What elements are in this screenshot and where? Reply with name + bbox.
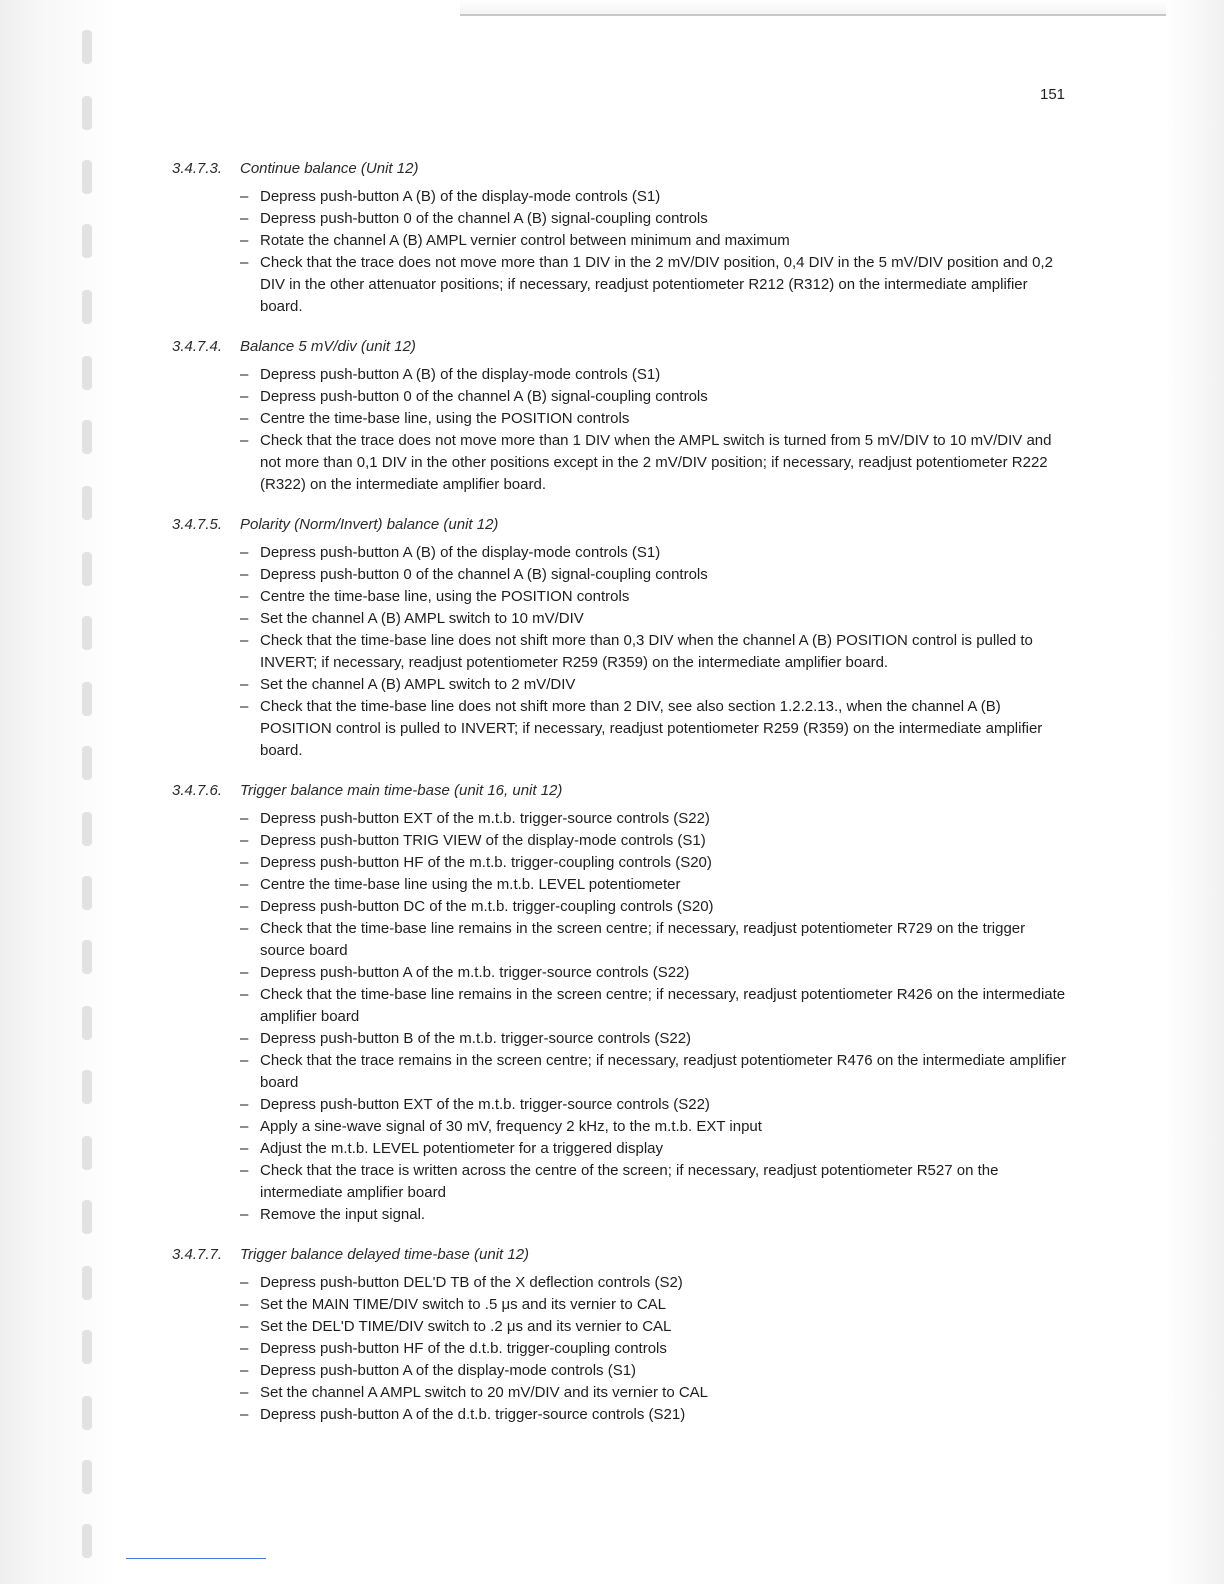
step-text: Set the MAIN TIME/DIV switch to .5 μs and its vernier to CAL [260, 1296, 667, 1313]
scan-left-edge [0, 0, 120, 1584]
step-item [240, 984, 1072, 1028]
step-text: Depress push-button A of the d.t.b. trigger-source controls (S21) [260, 1406, 686, 1423]
step-text: Depress push-button A of the m.t.b. trigger-source controls (S22) [260, 964, 690, 981]
section-heading [172, 780, 1072, 802]
step-item [240, 874, 1072, 896]
section-heading [172, 514, 1072, 536]
dash-bullet-icon: – [240, 232, 249, 249]
section-title: Balance 5 mV/div (unit 12) [240, 338, 416, 355]
dash-bullet-icon: – [240, 810, 249, 827]
step-item [240, 918, 1072, 962]
section-number: 3.4.7.4. [172, 338, 223, 355]
step-text: Check that the trace remains in the screen centre; if necessary, readjust potentiometer R476 on the intermediate amplifier board [260, 1052, 1066, 1091]
section-heading [172, 336, 1072, 358]
binder-hole [82, 1524, 92, 1558]
step-text: Check that the trace is written across the centre of the screen; if necessary, readjust potentiometer R527 on the intermediate amplifier board [260, 1162, 999, 1201]
binder-hole [82, 290, 92, 324]
dash-bullet-icon: – [240, 1052, 249, 1069]
step-text: Depress push-button A (B) of the display-mode controls (S1) [260, 188, 661, 205]
dash-bullet-icon: – [240, 610, 249, 627]
dash-bullet-icon: – [240, 1296, 249, 1313]
step-item [240, 1316, 1072, 1338]
step-item [240, 364, 1072, 386]
step-text: Set the channel A AMPL switch to 20 mV/DIV and its vernier to CAL [260, 1384, 709, 1401]
step-list [172, 186, 1072, 318]
binder-hole [82, 1396, 92, 1430]
section-heading [172, 158, 1072, 180]
binder-hole [82, 1006, 92, 1040]
binder-hole [82, 224, 92, 258]
step-text: Adjust the m.t.b. LEVEL potentiometer for a triggered display [260, 1140, 663, 1157]
step-item [240, 674, 1072, 696]
dash-bullet-icon: – [240, 1030, 249, 1047]
binder-hole [82, 940, 92, 974]
step-item [240, 1028, 1072, 1050]
step-list [172, 808, 1072, 1226]
dash-bullet-icon: – [240, 986, 249, 1003]
step-item [240, 542, 1072, 564]
step-text: Centre the time-base line, using the POSITION controls [260, 588, 630, 605]
dash-bullet-icon: – [240, 1096, 249, 1113]
step-text: Check that the time-base line remains in the screen centre; if necessary, readjust potentiometer R426 on the intermediate amplifier board [260, 986, 1066, 1025]
step-text: Depress push-button TRIG VIEW of the display-mode controls (S1) [260, 832, 706, 849]
step-text: Depress push-button A of the display-mode controls (S1) [260, 1362, 637, 1379]
page-number: 151 [1040, 86, 1066, 103]
step-text: Check that the trace does not move more than 1 DIV when the AMPL switch is turned from 5 mV/DIV to 10 mV/DIV and not more than 0,1 DIV in the other positions except in the 2 mV/DIV position; if necessary, readjust potentiometer R222 (R322) on the intermediate amplifier board. [260, 432, 1052, 493]
binder-hole [82, 486, 92, 520]
step-item [240, 630, 1072, 674]
dash-bullet-icon: – [240, 698, 249, 715]
step-item [240, 1360, 1072, 1382]
step-text: Set the channel A (B) AMPL switch to 10 mV/DIV [260, 610, 584, 627]
dash-bullet-icon: – [240, 544, 249, 561]
step-item [240, 696, 1072, 762]
dash-bullet-icon: – [240, 254, 249, 271]
binder-hole [82, 616, 92, 650]
section-number: 3.4.7.7. [172, 1246, 223, 1263]
section-number: 3.4.7.5. [172, 516, 223, 533]
procedure-section [172, 514, 1072, 762]
binder-hole [82, 1070, 92, 1104]
dash-bullet-icon: – [240, 876, 249, 893]
procedure-section [172, 1244, 1072, 1426]
step-item [240, 1382, 1072, 1404]
dash-bullet-icon: – [240, 898, 249, 915]
dash-bullet-icon: – [240, 410, 249, 427]
footer-rule [126, 1558, 266, 1559]
section-heading [172, 1244, 1072, 1266]
step-item [240, 1272, 1072, 1294]
step-text: Depress push-button 0 of the channel A (B) signal-coupling controls [260, 388, 708, 405]
binder-hole [82, 420, 92, 454]
step-item [240, 1160, 1072, 1204]
step-item [240, 564, 1072, 586]
dash-bullet-icon: – [240, 964, 249, 981]
dash-bullet-icon: – [240, 432, 249, 449]
dash-bullet-icon: – [240, 854, 249, 871]
section-title: Trigger balance delayed time-base (unit 12) [240, 1246, 530, 1263]
step-text: Depress push-button A (B) of the display-mode controls (S1) [260, 366, 661, 383]
step-text: Depress push-button 0 of the channel A (B) signal-coupling controls [260, 210, 708, 227]
step-item [240, 386, 1072, 408]
binder-hole [82, 1460, 92, 1494]
step-item [240, 1094, 1072, 1116]
binder-hole [82, 812, 92, 846]
dash-bullet-icon: – [240, 566, 249, 583]
procedure-section [172, 336, 1072, 496]
binder-hole [82, 1330, 92, 1364]
step-item [240, 252, 1072, 318]
step-text: Depress push-button EXT of the m.t.b. trigger-source controls (S22) [260, 1096, 710, 1113]
dash-bullet-icon: – [240, 920, 249, 937]
dash-bullet-icon: – [240, 588, 249, 605]
dash-bullet-icon: – [240, 832, 249, 849]
scan-right-shade [1166, 0, 1224, 1584]
dash-bullet-icon: – [240, 1340, 249, 1357]
step-list [172, 1272, 1072, 1426]
step-text: Rotate the channel A (B) AMPL vernier control between minimum and maximum [260, 232, 790, 249]
step-text: Depress push-button DEL'D TB of the X deflection controls (S2) [260, 1274, 683, 1291]
dash-bullet-icon: – [240, 1274, 249, 1291]
step-text: Apply a sine-wave signal of 30 mV, frequency 2 kHz, to the m.t.b. EXT input [260, 1118, 762, 1135]
step-item [240, 896, 1072, 918]
dash-bullet-icon: – [240, 676, 249, 693]
step-text: Check that the time-base line remains in the screen centre; if necessary, readjust potentiometer R729 on the trigger source board [260, 920, 1026, 959]
step-item [240, 962, 1072, 984]
binder-hole [82, 96, 92, 130]
step-item [240, 208, 1072, 230]
step-item [240, 430, 1072, 496]
dash-bullet-icon: – [240, 188, 249, 205]
step-item [240, 1116, 1072, 1138]
dash-bullet-icon: – [240, 1162, 249, 1179]
step-item [240, 408, 1072, 430]
step-item [240, 1404, 1072, 1426]
step-text: Remove the input signal. [260, 1206, 426, 1223]
procedure-content [172, 158, 1072, 1444]
dash-bullet-icon: – [240, 366, 249, 383]
binder-hole [82, 876, 92, 910]
binder-hole [82, 682, 92, 716]
step-text: Depress push-button 0 of the channel A (B) signal-coupling controls [260, 566, 708, 583]
dash-bullet-icon: – [240, 632, 249, 649]
step-item [240, 808, 1072, 830]
step-text: Depress push-button DC of the m.t.b. trigger-coupling controls (S20) [260, 898, 714, 915]
step-text: Centre the time-base line, using the POSITION controls [260, 410, 630, 427]
step-item [240, 1138, 1072, 1160]
section-title: Trigger balance main time-base (unit 16, unit 12) [240, 782, 563, 799]
step-item [240, 1338, 1072, 1360]
step-item [240, 186, 1072, 208]
step-item [240, 608, 1072, 630]
binder-hole [82, 746, 92, 780]
step-text: Set the channel A (B) AMPL switch to 2 mV/DIV [260, 676, 576, 693]
binder-hole [82, 1200, 92, 1234]
procedure-section [172, 780, 1072, 1226]
dash-bullet-icon: – [240, 210, 249, 227]
binder-hole [82, 1136, 92, 1170]
step-text: Check that the time-base line does not shift more than 2 DIV, see also section 1.2.2.13., when the channel A (B) POSITION control is pulled to INVERT; if necessary, readjust potentiometer R259 (R359) on the intermediate amplifier board. [260, 698, 1043, 759]
binder-hole [82, 160, 92, 194]
step-text: Depress push-button EXT of the m.t.b. trigger-source controls (S22) [260, 810, 710, 827]
binder-hole [82, 1266, 92, 1300]
dash-bullet-icon: – [240, 1140, 249, 1157]
step-text: Depress push-button HF of the d.t.b. trigger-coupling controls [260, 1340, 667, 1357]
dash-bullet-icon: – [240, 1406, 249, 1423]
step-text: Depress push-button HF of the m.t.b. trigger-coupling controls (S20) [260, 854, 712, 871]
binder-hole [82, 356, 92, 390]
step-item [240, 586, 1072, 608]
dash-bullet-icon: – [240, 1318, 249, 1335]
dash-bullet-icon: – [240, 388, 249, 405]
step-item [240, 852, 1072, 874]
dash-bullet-icon: – [240, 1384, 249, 1401]
step-text: Centre the time-base line using the m.t.b. LEVEL potentiometer [260, 876, 681, 893]
step-text: Check that the trace does not move more than 1 DIV in the 2 mV/DIV position, 0,4 DIV in the 5 mV/DIV position and 0,2 DIV in the other attenuator positions; if necessary, readjust potentiometer R212 (R312) on the intermediate amplifier board. [260, 254, 1053, 315]
dash-bullet-icon: – [240, 1206, 249, 1223]
step-item [240, 830, 1072, 852]
procedure-section [172, 158, 1072, 318]
section-number: 3.4.7.3. [172, 160, 223, 177]
binder-hole [82, 30, 92, 64]
step-list [172, 542, 1072, 762]
step-list [172, 364, 1072, 496]
step-item [240, 1050, 1072, 1094]
binder-hole [82, 552, 92, 586]
step-text: Set the DEL'D TIME/DIV switch to .2 μs and its vernier to CAL [260, 1318, 672, 1335]
section-title: Polarity (Norm/Invert) balance (unit 12) [240, 516, 499, 533]
section-title: Continue balance (Unit 12) [240, 160, 419, 177]
section-number: 3.4.7.6. [172, 782, 223, 799]
dash-bullet-icon: – [240, 1118, 249, 1135]
scan-top-rule [460, 0, 1166, 16]
dash-bullet-icon: – [240, 1362, 249, 1379]
step-item [240, 1294, 1072, 1316]
step-text: Depress push-button A (B) of the display-mode controls (S1) [260, 544, 661, 561]
step-text: Depress push-button B of the m.t.b. trigger-source controls (S22) [260, 1030, 692, 1047]
step-item [240, 230, 1072, 252]
step-item [240, 1204, 1072, 1226]
step-text: Check that the time-base line does not shift more than 0,3 DIV when the channel A (B) POSITION control is pulled to INVERT; if necessary, readjust potentiometer R259 (R359) on the intermediate amplifier board. [260, 632, 1033, 671]
